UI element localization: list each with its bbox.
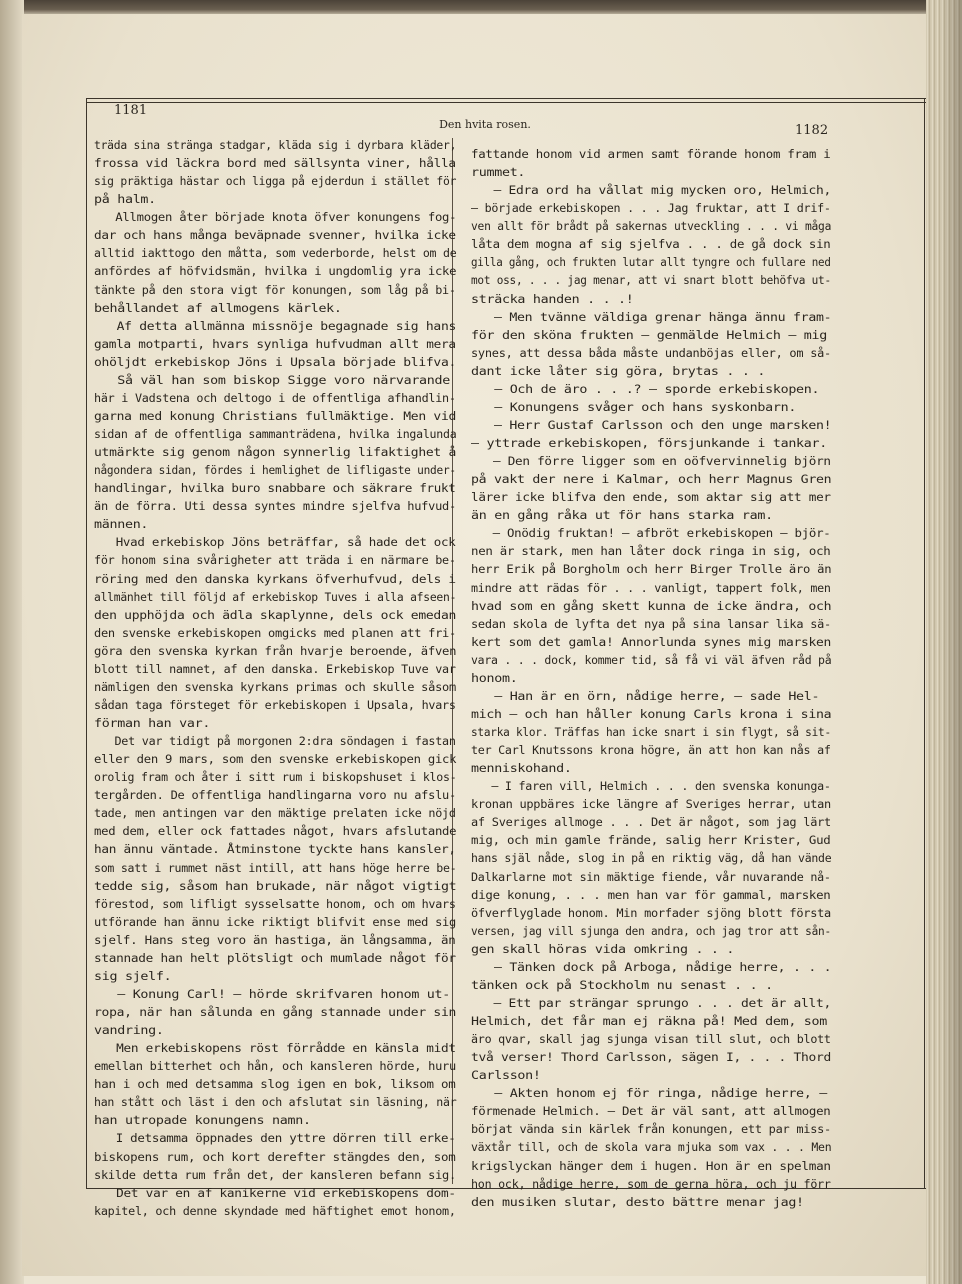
text-line: allmänhet till följd af erkebiskop Tuves i alla afseen-: [94, 589, 457, 604]
text-line: männen.: [94, 517, 149, 532]
text-line: öfverflyglade honom. Min morfader sjöng blott första: [471, 905, 831, 920]
text-line: mindre att rädas för . . . vanligt, tappert folk, men: [471, 580, 831, 595]
text-line: stannade han helt plötsligt och mumlade något för: [94, 950, 456, 965]
text-line: — Onödig fruktan! — afbröt erkebiskopen — björ-: [471, 526, 831, 541]
text-line: sidan af de offentliga sammanträdena, hvilka ingalunda: [94, 427, 457, 441]
text-line: gen skall höras vida omkring . . .: [471, 941, 735, 956]
text-line: starka klor. Träffas han icke snart i sin flygt, så sit-: [471, 725, 831, 739]
text-line: biskopens rum, och kort derefter stängdes den, som: [94, 1149, 456, 1164]
text-line: han utropade konungens namn.: [94, 1113, 311, 1128]
text-line: — yttrade erkebiskopen, försjunkande i tankar.: [471, 436, 828, 450]
text-line: honom.: [471, 670, 518, 685]
text-line: — Han är en örn, nådige herre, — sade Hel-: [471, 688, 820, 703]
text-line: dige konung, . . . men han var för gammal, marsken: [471, 887, 831, 902]
text-line: nen är stark, men han låter dock ringa in sig, och: [471, 544, 831, 559]
text-line: mot oss, . . . jag menar, att vi snart blott behöfva ut-: [471, 273, 831, 288]
text-line: Men erkebiskopens röst förrådde en känsla midt: [94, 1041, 456, 1056]
text-line: rummet.: [471, 165, 526, 180]
text-line: behållandet af allmogens kärlek.: [94, 300, 342, 315]
text-line: utförande han ännu icke riktigt blifvit ense med sig: [94, 914, 456, 929]
text-line: ter Carl Knutssons krona högre, än att hon kan nås af: [471, 743, 831, 758]
text-line: med dem, eller ock fattades något, hvars afslutande: [94, 824, 457, 839]
text-line: gamla motparti, hvars synliga hufvudman allt mera: [94, 336, 456, 351]
text-line: anfördes af höfvidsmän, hvilka i ungdomlig yra icke: [94, 264, 457, 279]
text-line: den upphöjda och ädla skaplynne, dels ock emedan: [94, 607, 457, 622]
text-line: den musiken slutar, desto bättre menar jag!: [471, 1194, 804, 1209]
text-line: sig präktiga hästar och ligga på ejderdun i stället för: [94, 174, 457, 189]
text-line: nämligen den svenska kyrkans primas och skulle såsom: [94, 679, 456, 694]
text-line: af Sveriges allmoge . . . Det är något, som jag lärt: [471, 815, 831, 830]
text-line: sig sjelf.: [94, 968, 172, 983]
frame-left-rule: [86, 98, 87, 1188]
text-line: kapitel, och denne skyndade med häftighet emot honom,: [94, 1203, 456, 1218]
text-line: mig, och min gamle frände, salig herr Krister, Gud: [471, 833, 831, 848]
text-line: — Akten honom ej för ringa, nådige herre, —: [471, 1086, 828, 1101]
right-text-column: [471, 145, 831, 1211]
text-line: någondera sidan, fördes i hemlighet de lifligaste under-: [94, 463, 456, 478]
text-line: — Edra ord ha vållat mig mycken oro, Helmich,: [471, 183, 832, 198]
text-line: herr Erik på Borgholm och herr Birger Trolle äro än: [471, 562, 832, 577]
text-line: växtår till, och de skola vara mjuka som vax . . . Men: [471, 1140, 832, 1155]
frame-right-rule: [924, 98, 925, 1188]
text-line: göra den svenska kyrkan från hvarje beroende, äfven: [94, 643, 457, 658]
text-line: tergården. De offentliga handlingarna voro nu afslu-: [94, 788, 456, 803]
text-line: Det var en af kanikerne vid erkebiskopens dom-: [94, 1185, 456, 1200]
text-line: dant icke låter sig göra, brytas . . .: [471, 363, 766, 378]
text-line: Carlsson!: [471, 1068, 541, 1083]
text-line: garna med konung Christians fullmäktige. Men vid: [94, 408, 457, 423]
text-line: här i Vadstena och deltogo i de offentliga afhandlin-: [94, 390, 456, 405]
text-line: Af detta allmänna missnöje begagnade sig hans: [94, 318, 457, 333]
text-line: för den sköna frukten — genmälde Helmich — mig: [471, 327, 828, 342]
text-line: sträcka handen . . .!: [471, 291, 634, 306]
text-line: ropa, när han sålunda en gång stannade under sin: [94, 1005, 457, 1019]
text-line: — började erkebiskopen . . . Jag fruktar, att I drif-: [471, 201, 831, 216]
text-line: alltid iakttogo den måtta, som vederborde, helst om de: [94, 246, 457, 261]
text-line: — Konungens svåger och hans syskonbarn.: [471, 399, 797, 414]
text-line: Helmich, det får man ej räkna på! Med dem, som: [471, 1014, 828, 1028]
text-line: fattande honom vid armen samt förande honom fram i: [471, 147, 831, 161]
text-line: I detsamma öppnades den yttre dörren till erke-: [94, 1131, 456, 1146]
left-page-number: 1181: [114, 103, 148, 118]
text-line: för honom sina svårigheter att träda i en närmare be-: [94, 553, 456, 568]
text-line: ven allt för brådt på sakernas utveckling . . . vi måga: [471, 219, 832, 234]
text-line: — Herr Gustaf Carlsson och den unge marsken!: [471, 417, 832, 432]
text-line: emellan bitterhet och hån, och kansleren hörde, huru: [94, 1059, 456, 1074]
text-line: vara . . . dock, kommer tid, så få vi väl äfven råd på: [471, 652, 832, 667]
book-page-stack-edge: [926, 0, 962, 1284]
text-line: — I faren vill, Helmich . . . den svenska konunga-: [471, 779, 831, 794]
text-line: dar och hans många beväpnade svenner, hvilka icke: [94, 228, 456, 243]
left-text-column: [94, 136, 456, 1220]
text-line: tedde sig, såsom han brukade, när något vigtigt: [94, 878, 457, 893]
text-line: — Den förre ligger som en oöfvervinnelig björn: [471, 454, 831, 469]
text-line: — Men tvänne väldiga grenar hänga ännu fram-: [471, 309, 832, 324]
text-line: på vakt der nere i Kalmar, och herr Magnus Gren: [471, 472, 832, 487]
text-line: som satt i rummet näst intill, att hans höge herre be-: [94, 860, 457, 875]
text-line: sjelf. Hans steg voro än hastiga, än långsamma, än: [94, 932, 456, 947]
text-line: den svenske erkebiskopen omgicks med planen att fri-: [94, 625, 456, 640]
text-line: förestod, som lifligt sysselsatte honom, och om hvars: [94, 896, 456, 911]
text-line: han ännu väntade. Åtminstone tyckte hans kansler,: [94, 842, 456, 857]
text-line: sedan skola de lyfta det nya på sina lansar lika sä-: [471, 616, 831, 631]
text-line: han i och med detsamma slog igen en bok, liksom om: [94, 1077, 456, 1092]
text-line: hon ock, nådige herre, som de gerna höra, och ju förr: [471, 1176, 831, 1191]
page-left-edge: [0, 0, 24, 1284]
text-line: kronan uppbäres icke längre af Sveriges herrar, utan: [471, 797, 831, 812]
text-line: tänken ock på Stockholm nu senast . . .: [471, 977, 773, 992]
text-line: han stått och läst i den och afslutat sin läsning, när: [94, 1095, 457, 1110]
right-page-number: 1182: [795, 123, 829, 138]
text-line: mich — och han håller konung Carls krona i sina: [471, 706, 832, 721]
text-line: tade, men antingen var den mäktige prelaten icke nöjd: [94, 806, 456, 821]
text-line: synes, att dessa båda måste undanböjas eller, om så-: [471, 345, 831, 360]
text-line: Det var tidigt på morgonen 2:dra söndagen i fastan: [94, 734, 456, 749]
text-line: frossa vid läckra bord med sällsynta viner, hålla: [94, 156, 456, 171]
text-line: hvad som en gång skett kunna de icke ändra, och: [471, 598, 832, 613]
text-line: Så väl han som biskop Sigge voro närvarande: [94, 372, 451, 387]
text-line: krigslyckan hänger dem i hugen. Hon är en spelman: [471, 1158, 831, 1173]
text-line: låta dem mogna af sig sjelfva . . . de gå dock sin: [471, 237, 831, 252]
text-line: blott till namnet, af den danska. Erkebiskop Tuve var: [94, 661, 456, 676]
text-line: orolig fram och åter i sitt rum i biskopshuset i klos-: [94, 770, 457, 785]
text-line: Allmogen åter började knota öfver konungens fog-: [94, 210, 457, 225]
frame-top-thin-rule: [86, 98, 926, 99]
text-line: förmenade Helmich. — Det är väl sant, att allmogen: [471, 1104, 831, 1119]
text-line: ohöljdt erkebiskop Jöns i Upsala började blifva.: [94, 354, 457, 369]
text-line: än de förra. Uti dessa syntes mindre sjelfva hufvud-: [94, 499, 456, 514]
frame-top-rule: [86, 102, 926, 103]
running-head: Den hvita rosen.: [439, 118, 531, 131]
text-line: kert som det gamla! Annorlunda synes mig marsken: [471, 634, 832, 649]
text-line: börjat vända sin kärlek från konungen, ett par miss-: [471, 1122, 831, 1137]
text-line: röring med den danska kyrkans öfverhufvud, dels i: [94, 571, 456, 586]
text-line: — Ett par strängar sprungo . . . det är allt,: [471, 995, 832, 1010]
text-line: vandring.: [94, 1023, 164, 1038]
text-line: — Tänken dock på Arboga, nådige herre, . . .: [471, 959, 832, 974]
text-line: hans själ nåde, slog in på en riktig väg, då han vände: [471, 851, 832, 866]
text-line: utmärkte sig genom någon synnerlig lifaktighet å: [94, 445, 457, 460]
text-line: lärer icke blifva den ende, som aktar sig att mer: [471, 490, 831, 505]
text-line: — Och de äro . . .? — sporde erkebiskopen.: [471, 381, 820, 396]
text-line: handlingar, hvilka buro snabbare och säkrare frukt: [94, 481, 456, 496]
text-line: sådan taga försteget för erkebiskopen i Upsala, hvars: [94, 697, 456, 712]
text-line: träda sina stränga stadgar, kläda sig i dyrbara kläder,: [94, 138, 457, 152]
text-line: på halm.: [94, 192, 156, 207]
text-line: än en gång råka ut för hans starka ram.: [471, 508, 773, 523]
text-line: förman han var.: [94, 716, 211, 730]
text-line: — Konung Carl! — hörde skrifvaren honom ut-: [94, 986, 451, 1001]
text-line: menniskohand.: [471, 761, 572, 776]
text-line: skilde detta rum från det, der kansleren befann sig.: [94, 1167, 456, 1182]
text-line: eller den 9 mars, som den svenske erkebiskopen gick: [94, 752, 457, 767]
text-line: två verser! Thord Carlsson, sägen I, . . . Thord: [471, 1050, 832, 1065]
text-line: Hvad erkebiskop Jöns beträffar, så hade det ock: [94, 535, 456, 550]
text-line: versen, jag vill sjunga den andra, och jag tror att sån-: [471, 923, 831, 938]
text-line: tänkte på den stora vigt för konungen, som låg på bi-: [94, 282, 456, 297]
text-line: Dalkarlarne mot sin mäktige fiende, vår nuvarande nå-: [471, 869, 831, 884]
text-line: äro qvar, skall jag sjunga visan till slut, och blott: [471, 1032, 831, 1047]
text-line: gilla gång, och frukten lutar allt tyngre och fullare ned: [471, 255, 831, 270]
